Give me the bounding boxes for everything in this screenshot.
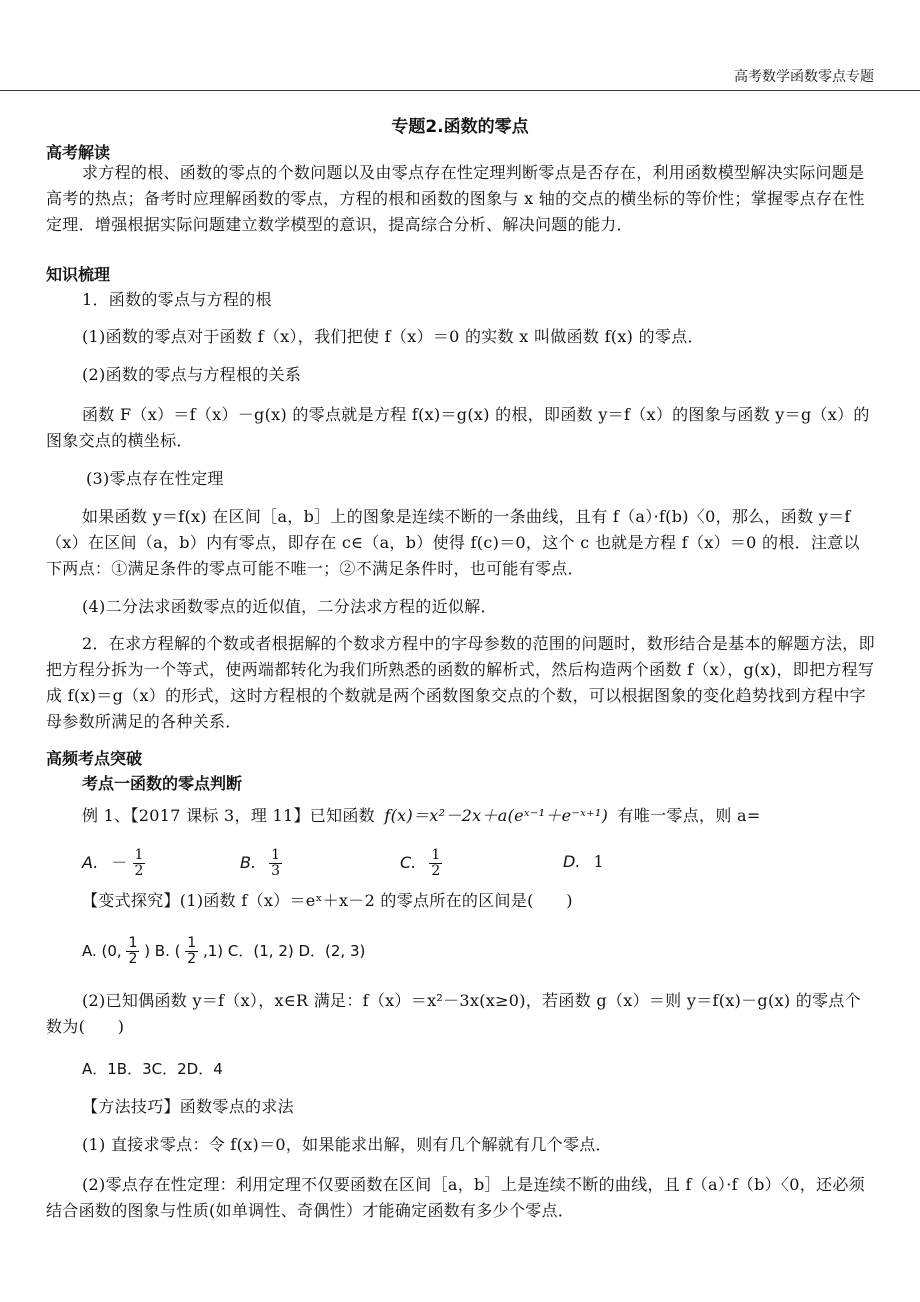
- running-header: 高考数学函数零点专题: [734, 69, 874, 85]
- option-d-value: 1: [593, 852, 604, 871]
- variant-option-b-numerator: 1: [187, 935, 197, 951]
- variant-option-b-denominator: 2: [187, 951, 197, 967]
- option-b-denominator: 3: [271, 863, 281, 879]
- example-1-formula: f(x)＝x²－2x＋a(eˣ⁻¹＋e⁻ˣ⁺¹): [384, 806, 609, 825]
- option-b-numerator: 1: [271, 847, 281, 863]
- section-gaokao-paragraph: 求方程的根、函数的零点的个数问题以及由零点存在性定理判断零点是否存在，利用函数模型解决实际问题是高考的热点；备考时应理解函数的零点，方程的根和函数的图象与 x 轴的交点的横坐标的等价性；掌握零点存在性定理．增强根据实际问题建立数学模型的意识，提高综合分析、解决问题的能力．: [46, 163, 865, 234]
- option-d: [563, 852, 604, 871]
- option-a-fraction: [133, 848, 146, 879]
- option-c: [400, 848, 442, 879]
- variant-option-rest-text: ,1) C．(1, 2) D．(2, 3): [202, 942, 366, 960]
- option-c-denominator: 2: [431, 863, 441, 879]
- method-tip-1: (1) 直接求零点：令 f(x)＝0，如果能求出解，则有几个解就有几个零点．: [82, 1135, 612, 1154]
- method-tips-heading: 【方法技巧】函数零点的求法: [82, 1097, 294, 1116]
- method-tip-2: (2)零点存在性定理：利用定理不仅要函数在区间［a，b］上是连续不断的曲线，且 f（a）·f（b）〈0，还必须结合函数的图象与性质(如单调性、奇偶性）才能确定函数有多少个零点．: [46, 1175, 865, 1220]
- option-a-denominator: 2: [134, 863, 144, 879]
- knowledge-p5: 如果函数 y＝f(x) 在区间［a，b］上的图象是连续不断的一条曲线，且有 f（a）·f(b)〈0，那么，函数 y＝f（x）在区间（a，b）内有零点，即存在 c∈（a，b）使得 f(c)＝0，这个 c 也就是方程 f（x）＝0 的根．注意以下两点：①满足条件的零点可能不唯一；②不满足条件时，也可能有零点．: [46, 507, 860, 578]
- option-b-fraction: [269, 848, 282, 879]
- knowledge-p7: 2．在求方程解的个数或者根据解的个数求方程中的字母参数的范围的问题时，数形结合是基本的解题方法，即把方程分拆为一个等式，使两端都转化为我们所熟悉的函数的解析式，然后构造两个函数 f（x），g(x)，即把方程写成 f(x)＝g（x）的形式，这时方程根的个数就是两个函数图象交点的个数，可以根据图象的变化趋势找到方程中字母参数所满足的各种关系．: [46, 634, 875, 731]
- variant-options: [82, 936, 365, 967]
- variant-option-a-numerator: 1: [128, 935, 138, 951]
- option-a-label: A.: [82, 853, 99, 872]
- knowledge-p1: (1)函数的零点对于函数 f（x），我们把使 f（x）＝0 的实数 x 叫做函数 f(x) 的零点．: [82, 327, 704, 346]
- example-1-prefix: 例 1、【2017 课标 3，理 11】已知函数: [82, 806, 375, 825]
- question-2: (2)已知偶函数 y＝f（x），x∈R 满足：f（x）＝x²－3x(x≥0)，若函数 g（x）＝则 y＝f(x)－g(x) 的零点个数为( ): [46, 991, 861, 1036]
- section-heading-gaokao: 高考解读: [46, 143, 111, 162]
- knowledge-p4: (3)零点存在性定理: [86, 469, 224, 488]
- option-a-numerator: 1: [134, 847, 144, 863]
- knowledge-p6: (4)二分法求函数零点的近似值，二分法求方程的近似解．: [82, 597, 497, 616]
- knowledge-item-1: 1．函数的零点与方程的根: [82, 290, 272, 309]
- option-d-label: D.: [563, 852, 581, 871]
- option-a: [82, 848, 145, 879]
- example-1-suffix: 有唯一零点，则 a=: [617, 806, 761, 825]
- variant-option-b-text: ) B. (: [144, 942, 181, 960]
- variant-option-a-text: A. (0,: [82, 942, 122, 960]
- variant-option-b-fraction: [185, 936, 198, 967]
- subsection-heading-kaodian1: 考点一函数的零点判断: [82, 774, 243, 793]
- variant-option-a-denominator: 2: [128, 951, 138, 967]
- page-title: 专题2.函数的零点: [391, 117, 529, 137]
- header-rule: [0, 90, 920, 91]
- option-c-fraction: [429, 848, 442, 879]
- variant-option-a-fraction: [126, 936, 139, 967]
- section-heading-gaopin: 高频考点突破: [46, 749, 143, 768]
- option-b: [240, 848, 282, 879]
- knowledge-p3: 函数 F（x）＝f（x）－g(x) 的零点就是方程 f(x)＝g(x) 的根，即函数 y＝f（x）的图象与函数 y＝g（x）的图象交点的横坐标．: [46, 405, 870, 450]
- knowledge-p2: (2)函数的零点与方程根的关系: [82, 365, 302, 384]
- question-2-options: A．1B．3C．2D．4: [82, 1060, 223, 1078]
- section-heading-zhishi: 知识梳理: [46, 265, 111, 284]
- option-c-label: C.: [400, 853, 417, 872]
- variant-question-1: 【变式探究】(1)函数 f（x）＝eˣ＋x－2 的零点所在的区间是( ): [82, 891, 573, 910]
- option-b-label: B.: [240, 853, 257, 872]
- option-c-numerator: 1: [431, 847, 441, 863]
- example-1: [82, 803, 876, 829]
- option-a-sign: －: [111, 853, 128, 872]
